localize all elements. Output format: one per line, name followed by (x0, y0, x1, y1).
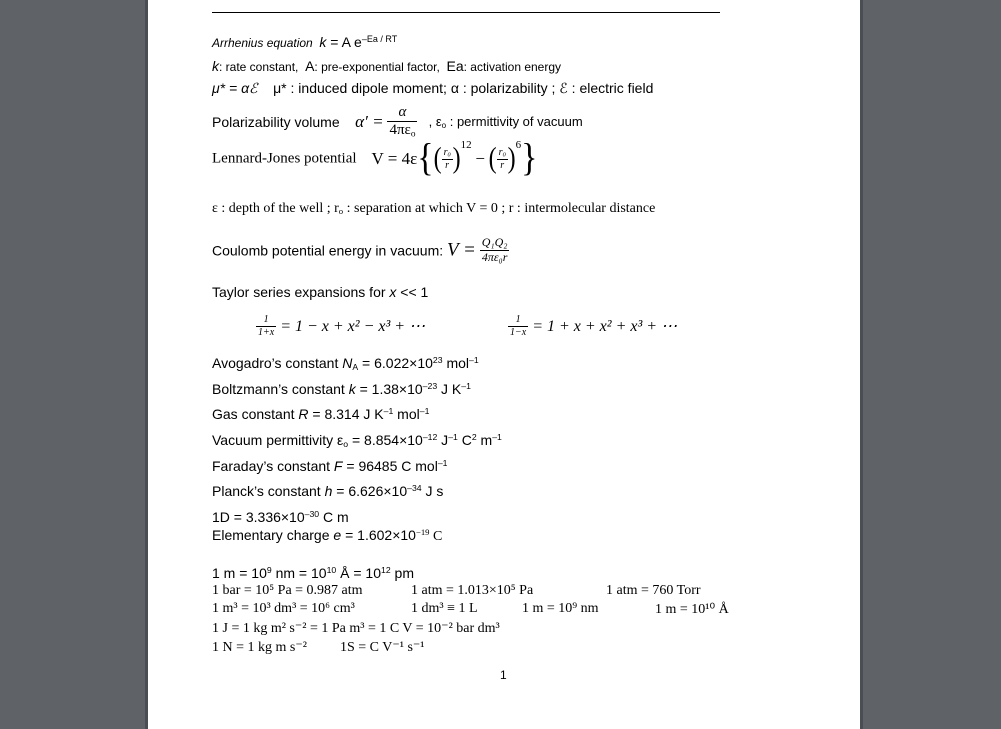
lj-desc-sub: o (338, 206, 344, 217)
lj-desc-rest: : separation at which V = 0 ; r : intermolecular distance (343, 201, 656, 216)
conv-a-exp: 9 (266, 565, 272, 576)
const-sym: F (333, 458, 343, 474)
const-val: = 8.854×10 (348, 432, 423, 448)
conversion-bar: 1 bar = 10⁵ Pa = 0.987 atm (212, 583, 363, 598)
lj-desc-start: ε : depth of the well ; r (212, 201, 339, 216)
const-name: Gas constant (212, 406, 299, 422)
arrhenius-mid: = A e (326, 34, 362, 50)
const-sym: ε (337, 432, 344, 448)
arrhenius-k: k (319, 34, 327, 50)
coulomb-numerator: Q₁Q₂ (481, 235, 508, 249)
const-unit3-exp: –1 (492, 432, 502, 443)
conv-b: nm = 10 (271, 565, 327, 581)
polarizability-lhs: α′ = (355, 111, 384, 131)
lj-brace-open: { (417, 137, 434, 180)
elementary-unit: C (429, 529, 443, 544)
document-page (148, 0, 860, 729)
dipole-line (212, 80, 653, 97)
coulomb-line (212, 236, 509, 265)
constant-elementary-charge (212, 527, 442, 545)
constant-debye (212, 509, 349, 525)
const-name: Vacuum permittivity (212, 432, 337, 448)
conversion-volume: 1 m³ = 10³ dm³ = 10⁶ cm³ (212, 601, 355, 616)
elementary-exp: −19 (415, 527, 430, 538)
const-unit2: C (457, 432, 472, 448)
lj-description (212, 201, 655, 217)
lj-paren-close-1: ) (452, 142, 461, 175)
taylor-fraction-2 (508, 314, 528, 338)
const-unit2-exp: 2 (471, 432, 477, 443)
taylor-series-2 (508, 314, 677, 338)
const-val: = 6.626×10 (332, 483, 408, 499)
const-val: = 96485 C mol (342, 458, 438, 474)
lj-exponent-6: 6 (515, 139, 522, 152)
page-number: 1 (500, 668, 507, 682)
const-unit: C m (319, 509, 349, 525)
vacuum-eps-desc: : permittivity of vacuum (446, 114, 583, 130)
elementary-label: Elementary charge (212, 527, 334, 543)
vacuum-eps: , ε (428, 114, 442, 130)
lj-num-1: r (443, 147, 448, 158)
const-name: 1D = 3.336×10 (212, 509, 305, 525)
const-val: = 8.314 (308, 406, 364, 422)
legend-k: k (212, 58, 219, 74)
const-name: Avogadro’s constant (212, 355, 343, 371)
lj-fraction-1 (442, 147, 453, 171)
const-unit: J (437, 432, 449, 448)
lj-minus: − (475, 149, 485, 168)
const-unit2-exp: –1 (419, 406, 430, 417)
polarizability-denominator: 4πε (389, 122, 411, 139)
const-unit2: mol (393, 406, 420, 422)
taylor-cond-var: x (389, 284, 397, 300)
const-val: = 6.022×10 (358, 355, 433, 371)
lj-paren-open-1: ( (433, 142, 442, 175)
conv-c-exp: 12 (381, 565, 391, 576)
legend-a: A (305, 58, 315, 74)
arrhenius-equation (212, 34, 397, 50)
coulomb-label: Coulomb potential energy in vacuum: (212, 242, 444, 259)
taylor-rhs-1: = 1 − x + x² − x³ + ⋯ (280, 318, 426, 335)
const-name: Boltzmann’s constant (212, 381, 349, 397)
lj-lhs: V = 4ε (371, 149, 418, 168)
constant-boltzmann (212, 381, 471, 397)
taylor-fraction-1 (256, 314, 276, 338)
conversion-newton: 1 N = 1 kg m s⁻² (212, 640, 307, 655)
polarizability-fraction (387, 104, 417, 140)
taylor-f2-num: 1 (508, 314, 528, 327)
const-sym: k (348, 381, 356, 397)
taylor-series-1 (256, 314, 425, 338)
const-sym: h (324, 483, 333, 499)
constant-gas (212, 406, 429, 422)
const-val: = 1.38×10 (355, 381, 423, 397)
arrhenius-label: Arrhenius equation (212, 36, 313, 50)
lj-den-2: r (500, 159, 505, 171)
taylor-cond-rest: << 1 (396, 284, 429, 300)
const-unit3: m (476, 432, 493, 448)
lj-exponent-12: 12 (460, 139, 472, 152)
const-unit: J K (363, 406, 384, 422)
const-unit: J s (421, 483, 444, 499)
lj-num-1-sub: 0 (447, 151, 451, 159)
coulomb-denominator: 4πε₀r (481, 249, 508, 264)
conversion-length (212, 565, 414, 581)
coulomb-lhs: V = (447, 239, 476, 261)
const-sym: N (342, 355, 353, 371)
lj-brace-close: } (521, 137, 538, 180)
arrhenius-exponent: –Ea / RT (361, 34, 398, 45)
constant-vacuum-permittivity (212, 432, 502, 448)
const-exp: –30 (304, 509, 320, 520)
constant-faraday (212, 458, 447, 474)
polarizability-label: Polarizability volume (212, 113, 340, 130)
taylor-f1-den: 1+x (258, 326, 275, 338)
conversion-atm-pa: 1 atm = 1.013×10⁵ Pa (411, 583, 534, 598)
polarizability-volume (212, 104, 583, 140)
const-unit-exp: –1 (448, 432, 458, 443)
conversion-atm-torr: 1 atm = 760 Torr (606, 583, 701, 598)
coulomb-fraction (480, 236, 510, 265)
arrhenius-legend (212, 58, 561, 74)
lj-fraction-2 (497, 147, 508, 171)
conversion-siemens: 1S = C V⁻¹ s⁻¹ (340, 640, 425, 655)
polarizability-numerator: α (387, 104, 417, 122)
lj-num-2: r (498, 147, 503, 158)
legend-k-desc: : rate constant, (219, 60, 299, 74)
vacuum-eps-sub: o (441, 121, 447, 131)
lj-paren-open-2: ( (488, 142, 497, 175)
dipole-description: μ* : induced dipole moment; α : polarizability ; ℰ : electric field (273, 80, 654, 96)
polarizability-den-sub: o (410, 129, 416, 140)
lennard-jones (212, 137, 538, 180)
taylor-label-text: Taylor series expansions for (212, 284, 390, 300)
conv-b-exp: 10 (326, 565, 337, 576)
taylor-f2-den: 1−x (510, 326, 527, 338)
const-sym-sub: o (343, 439, 349, 450)
conversion-angstrom: 1 m = 10¹⁰ Å (655, 602, 729, 617)
lj-paren-close-2: ) (507, 142, 516, 175)
legend-ea-desc: : activation energy (463, 60, 562, 74)
const-exp: –12 (422, 432, 438, 443)
conv-d: pm (390, 565, 414, 581)
legend-ea: Ea (446, 58, 464, 74)
const-unit: mol (442, 355, 470, 371)
const-name: Planck’s constant (212, 483, 325, 499)
taylor-label (212, 284, 428, 300)
dipole-equation: μ* = αℰ (212, 80, 258, 96)
const-exp: 23 (432, 355, 443, 366)
elementary-sym: e (333, 527, 342, 543)
const-unit: J K (437, 381, 462, 397)
const-sym: R (298, 406, 309, 422)
const-exp: –1 (437, 458, 448, 469)
taylor-rhs-2: = 1 + x + x² + x³ + ⋯ (532, 318, 678, 335)
conv-c: Å = 10 (336, 565, 381, 581)
const-sym-sub: A (352, 362, 359, 373)
legend-a-desc: : pre-exponential factor, (314, 60, 440, 74)
const-name: Faraday’s constant (212, 458, 334, 474)
constant-avogadro (212, 355, 479, 371)
conversion-litre: 1 dm³ ≡ 1 L (411, 601, 478, 616)
lj-num-2-sub: 0 (502, 151, 506, 159)
const-unit-exp: –1 (383, 406, 394, 417)
const-unit-exp: –1 (469, 355, 479, 366)
taylor-f1-num: 1 (256, 314, 276, 327)
header-rule (212, 12, 720, 13)
lj-label: Lennard-Jones potential (212, 150, 357, 167)
const-exp: –34 (407, 483, 422, 494)
constant-planck (212, 483, 443, 499)
conversion-joule: 1 J = 1 kg m² s⁻² = 1 Pa m³ = 1 C V = 10⁻² bar dm³ (212, 621, 500, 636)
elementary-val: = 1.602×10 (341, 527, 416, 543)
const-unit-exp: –1 (461, 381, 471, 392)
conv-a: 1 m = 10 (212, 565, 267, 581)
conversion-nm: 1 m = 10⁹ nm (522, 601, 599, 616)
const-exp: –23 (422, 381, 438, 392)
lj-den-1: r (445, 159, 450, 171)
